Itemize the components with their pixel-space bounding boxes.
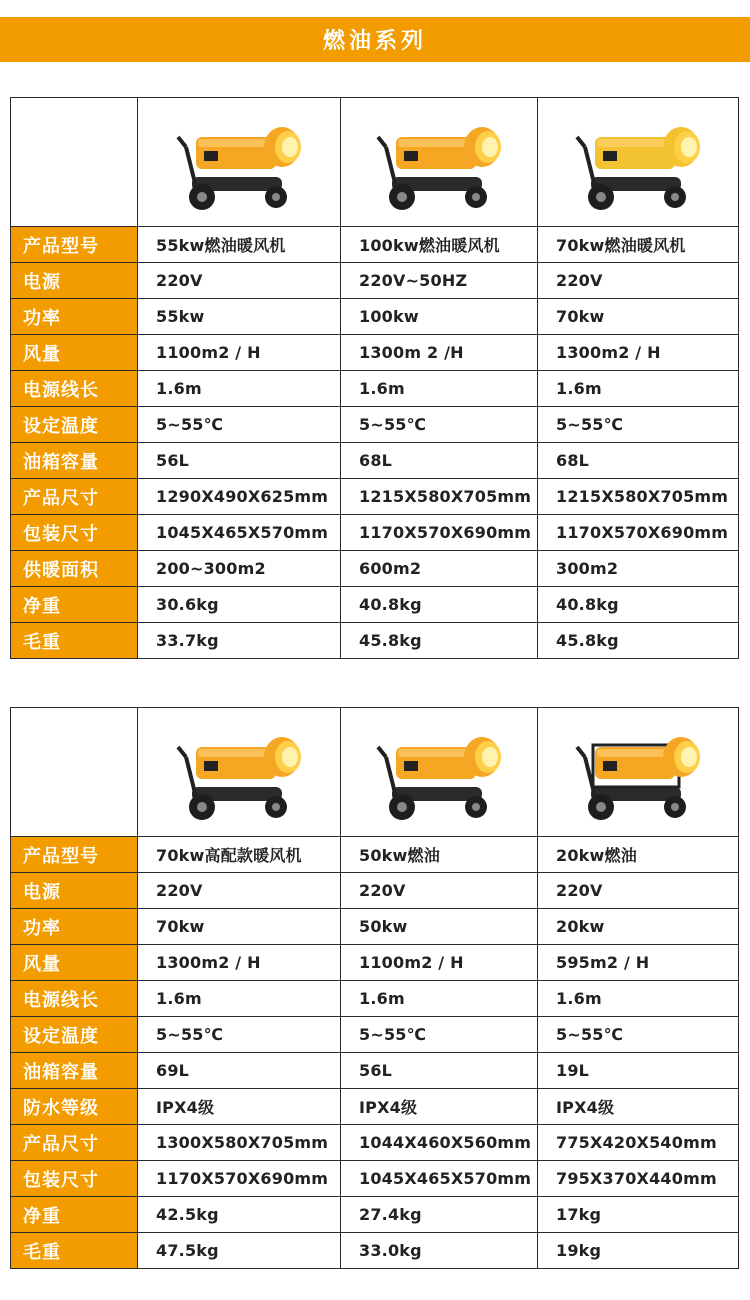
product-image-cell [341,98,538,227]
spec-label: 包装尺寸 [11,515,138,551]
section-title-banner [0,17,750,62]
orange-kw-heater-icon [341,107,537,217]
spec-value: 56L [138,443,341,479]
spec-row [11,1053,739,1089]
spec-value: 68L [538,443,739,479]
spec-value: 5~55℃ [138,407,341,443]
spec-label: 供暖面积 [11,551,138,587]
product-image-cell [138,98,341,227]
spec-value: 100kw [341,299,538,335]
spec-value: 70kw燃油暖风机 [538,227,739,263]
spec-value: 19kg [538,1233,739,1269]
spec-value: 1.6m [341,981,538,1017]
spec-row [11,623,739,659]
blank-corner-cell [11,708,138,837]
spec-row [11,909,739,945]
spec-label: 毛重 [11,1233,138,1269]
spec-label: 产品型号 [11,227,138,263]
spec-row [11,515,739,551]
spec-value: 595m2 / H [538,945,739,981]
spec-value: 1.6m [538,981,739,1017]
spec-value: 795X370X440mm [538,1161,739,1197]
spec-value: 1300m 2 /H [341,335,538,371]
spec-value: 220V [138,873,341,909]
spec-value: 1215X580X705mm [341,479,538,515]
spec-row [11,837,739,873]
orange-kw-heater-icon [341,717,537,827]
spec-value: 1045X465X570mm [138,515,341,551]
spec-label: 包装尺寸 [11,1161,138,1197]
spec-row [11,551,739,587]
spec-value: 1300m2 / H [538,335,739,371]
spec-row [11,299,739,335]
spec-row [11,587,739,623]
spec-value: 55kw燃油暖风机 [138,227,341,263]
spec-label: 产品尺寸 [11,479,138,515]
spec-value: 1.6m [138,981,341,1017]
spec-label: 产品型号 [11,837,138,873]
spec-value: 220V [138,263,341,299]
spec-value: 600m2 [341,551,538,587]
spec-row [11,945,739,981]
spec-value: 33.7kg [138,623,341,659]
spec-value: 56L [341,1053,538,1089]
spec-value: 1170X570X690mm [138,1161,341,1197]
spec-row [11,1125,739,1161]
spec-value: 1170X570X690mm [341,515,538,551]
spec-row [11,1089,739,1125]
spec-value: 775X420X540mm [538,1125,739,1161]
spec-value: 40.8kg [341,587,538,623]
spec-value: 1290X490X625mm [138,479,341,515]
spec-value: IPX4级 [341,1089,538,1125]
spec-value: 69L [138,1053,341,1089]
spec-row [11,873,739,909]
frame-kw-heater-icon [538,717,738,827]
spec-value: 47.5kg [138,1233,341,1269]
spec-value: 70kw [138,909,341,945]
spec-value: 5~55℃ [341,1017,538,1053]
product-image-cell [538,708,739,837]
spec-value: 1044X460X560mm [341,1125,538,1161]
product-image-row [11,708,739,837]
spec-label: 电源 [11,873,138,909]
spec-value: 40.8kg [538,587,739,623]
spec-value: IPX4级 [538,1089,739,1125]
spec-table-2 [10,707,739,1269]
spec-value: 50kw [341,909,538,945]
spec-value: 20kw [538,909,739,945]
spec-row [11,1197,739,1233]
spec-label: 电源线长 [11,981,138,1017]
spec-row [11,1233,739,1269]
spec-value: 1170X570X690mm [538,515,739,551]
spec-value: 50kw燃油 [341,837,538,873]
spec-label: 产品尺寸 [11,1125,138,1161]
spec-value: IPX4级 [138,1089,341,1125]
spec-label: 电源 [11,263,138,299]
spec-label: 设定温度 [11,1017,138,1053]
spec-value: 1.6m [341,371,538,407]
spec-value: 42.5kg [138,1197,341,1233]
orange-kw-heater-icon [138,107,340,217]
spec-value: 5~55℃ [538,407,739,443]
spec-value: 1100m2 / H [341,945,538,981]
yellow-kw-heater-icon [538,107,738,217]
spec-label: 毛重 [11,623,138,659]
spec-value: 220V~50HZ [341,263,538,299]
spec-value: 30.6kg [138,587,341,623]
spec-value: 70kw [538,299,739,335]
product-image-cell [341,708,538,837]
spec-label: 油箱容量 [11,1053,138,1089]
spec-row [11,263,739,299]
orange-kw-heater-icon [138,717,340,827]
spec-value: 70kw高配款暖风机 [138,837,341,873]
spec-value: 100kw燃油暖风机 [341,227,538,263]
spec-row [11,479,739,515]
spec-value: 68L [341,443,538,479]
spec-label: 风量 [11,335,138,371]
spec-value: 19L [538,1053,739,1089]
spec-row [11,371,739,407]
product-image-cell [138,708,341,837]
spec-row [11,227,739,263]
spec-label: 防水等级 [11,1089,138,1125]
spec-row [11,335,739,371]
spec-value: 220V [341,873,538,909]
spec-label: 风量 [11,945,138,981]
spec-value: 1.6m [138,371,341,407]
spec-row [11,981,739,1017]
spec-value: 33.0kg [341,1233,538,1269]
spec-label: 功率 [11,299,138,335]
spec-value: 5~55℃ [138,1017,341,1053]
spec-value: 45.8kg [341,623,538,659]
product-image-cell [538,98,739,227]
spec-row [11,443,739,479]
spec-value: 17kg [538,1197,739,1233]
spec-value: 20kw燃油 [538,837,739,873]
spec-table-1 [10,97,739,659]
spec-value: 1100m2 / H [138,335,341,371]
spec-label: 电源线长 [11,371,138,407]
spec-label: 净重 [11,587,138,623]
spec-value: 55kw [138,299,341,335]
spec-value: 200~300m2 [138,551,341,587]
spec-row [11,407,739,443]
spec-label: 功率 [11,909,138,945]
spec-value: 27.4kg [341,1197,538,1233]
spec-label: 设定温度 [11,407,138,443]
spec-row [11,1017,739,1053]
product-image-row [11,98,739,227]
spec-value: 1215X580X705mm [538,479,739,515]
spec-value: 1300m2 / H [138,945,341,981]
blank-corner-cell [11,98,138,227]
spec-value: 1.6m [538,371,739,407]
spec-value: 45.8kg [538,623,739,659]
spec-value: 220V [538,263,739,299]
section-title: 燃油系列 [322,29,427,54]
spec-label: 净重 [11,1197,138,1233]
spec-value: 5~55℃ [341,407,538,443]
spec-value: 5~55℃ [538,1017,739,1053]
spec-value: 1045X465X570mm [341,1161,538,1197]
spec-label: 油箱容量 [11,443,138,479]
spec-row [11,1161,739,1197]
spec-value: 300m2 [538,551,739,587]
spec-value: 1300X580X705mm [138,1125,341,1161]
spec-value: 220V [538,873,739,909]
